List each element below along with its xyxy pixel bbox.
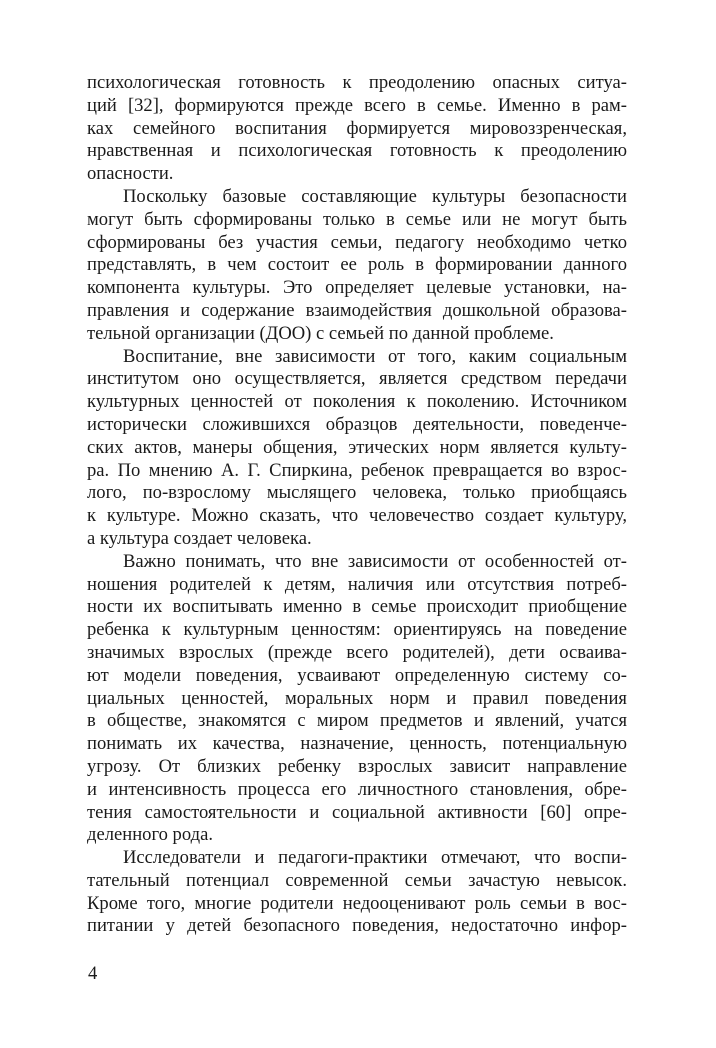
text-line: тения самостоятельности и социальной активности [60] опре-	[87, 801, 627, 823]
text-line: ций [32], формируются прежде всего в семье. Именно в рам-	[87, 94, 627, 116]
text-line: ношения родителей к детям, наличия или отсутствия потреб-	[87, 573, 627, 595]
text-line: психологическая готовность к преодолению опасных ситуа-	[87, 72, 627, 93]
text-line: исторически сложившихся образцов деятельности, поведенче-	[87, 413, 627, 435]
text-line: лого, по-взрослому мыслящего человека, только приобщаясь	[87, 482, 627, 504]
text-line: компонента культуры. Это определяет целевые установки, на-	[87, 277, 627, 299]
text-line: правления и содержание взаимодействия дошкольной образова-	[87, 299, 627, 321]
text-line: Исследователи и педагоги-практики отмечают, что воспи-	[123, 847, 627, 869]
text-line: ности их воспитывать именно в семье происходит приобщение	[87, 596, 627, 618]
text-line: ках семейного воспитания формируется мировоззренческая,	[87, 117, 627, 139]
text-line: ют модели поведения, усваивают определенную систему со-	[87, 664, 627, 686]
paragraph	[87, 72, 627, 186]
text-line: ских актов, манеры общения, этических норм является культу-	[87, 436, 627, 458]
text-line: Поскольку базовые составляющие культуры безопасности	[123, 185, 627, 207]
paragraph	[87, 551, 627, 847]
text-line: тельной организации (ДОО) с семьей по данной проблеме.	[87, 322, 554, 344]
paragraph	[87, 186, 627, 346]
text-line: институтом оно осуществляется, является средством передачи	[87, 368, 627, 390]
text-line: Воспитание, вне зависимости от того, каким социальным	[123, 345, 627, 367]
text-line: и интенсивность процесса его личностного становления, обре-	[87, 778, 627, 800]
paragraph	[87, 346, 627, 551]
text-line: понимать их качества, назначение, ценность, потенциальную	[87, 733, 627, 755]
text-line: значимых взрослых (прежде всего родителей), дети осваива-	[87, 641, 627, 663]
page-body	[87, 72, 627, 938]
text-line: сформированы без участия семьи, педагогу необходимо четко	[87, 231, 627, 253]
text-line: а культура создает человека.	[87, 527, 312, 549]
text-line: культурных ценностей от поколения к поколению. Источником	[87, 391, 627, 413]
text-line: угрозу. От близких ребенку взрослых зависит направление	[87, 755, 627, 777]
text-line: нравственная и психологическая готовность к преодолению	[87, 140, 627, 162]
text-line: деленного рода.	[87, 824, 213, 846]
paragraph	[87, 847, 627, 938]
page-number: 4	[88, 963, 98, 984]
text-line: ра. По мнению А. Г. Спиркина, ребенок превращается во взрос-	[87, 459, 627, 481]
text-line: питании у детей безопасного поведения, недостаточно инфор-	[87, 915, 627, 937]
text-line: представлять, в чем состоит ее роль в формировании данного	[87, 254, 627, 276]
text-line: в обществе, знакомятся с миром предметов и явлений, учатся	[87, 710, 627, 732]
text-line: ребенка к культурным ценностям: ориентируясь на поведение	[87, 619, 627, 641]
text-line: опасности.	[87, 163, 174, 185]
text-line: циальных ценностей, моральных норм и правил поведения	[87, 687, 627, 709]
text-line: к культуре. Можно сказать, что человечество создает культуру,	[87, 505, 627, 527]
text-line: могут быть сформированы только в семье или не могут быть	[87, 208, 627, 230]
text-line: Кроме того, многие родители недооценивают роль семьи в вос-	[87, 892, 627, 914]
text-line: Важно понимать, что вне зависимости от особенностей от-	[123, 550, 627, 572]
text-line: тательный потенциал современной семьи зачастую невысок.	[87, 869, 627, 891]
